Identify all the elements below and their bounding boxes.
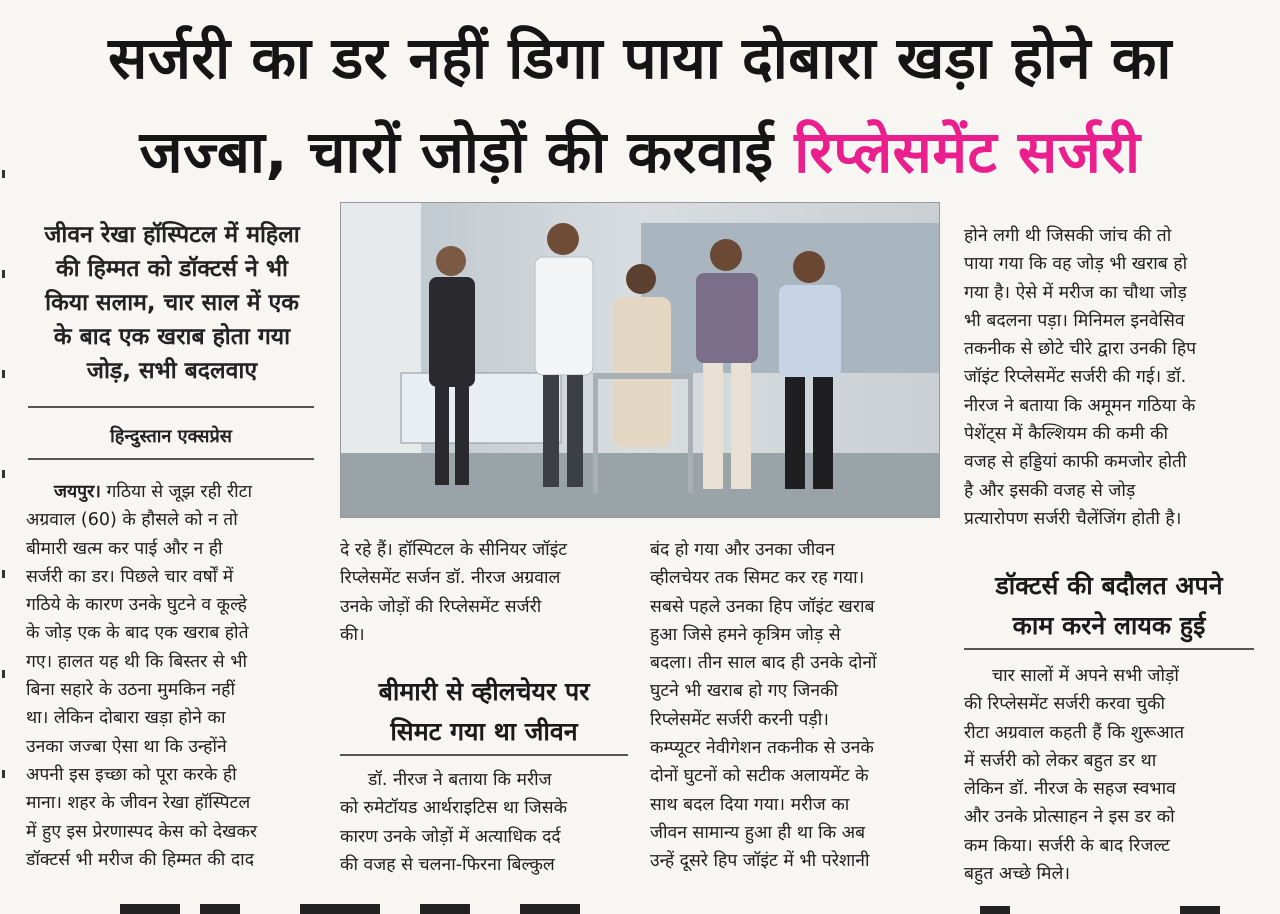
person-1-head (436, 246, 466, 276)
hospital-room-illustration (341, 203, 940, 518)
headline-line-2 (0, 116, 1280, 188)
bottom-cut-text (0, 900, 1280, 914)
subhead-wheelchair (340, 672, 628, 752)
subhead-line: बीमारी से व्हीलचेयर पर (378, 677, 590, 706)
column-1-line: था। लेकिन दोबारा खड़ा होने का (26, 708, 226, 729)
column-4-line: प्रत्यारोपण सर्जरी चैलेंजिंग होती है। (964, 508, 1182, 529)
deck-line: जीवन रेखा हॉस्पिटल में महिला (44, 222, 300, 248)
column-4-line: लेकिन डॉ. नीरज के सहज स्वभाव (964, 779, 1176, 800)
person-2-leg (543, 375, 559, 487)
column-4-line: रीटा अग्रवाल कहती हैं कि शुरूआत (964, 722, 1185, 743)
column-3-line: उन्हें दूसरे हिप जॉइंट में भी परेशानी (650, 851, 870, 872)
person-3-dress (613, 297, 671, 447)
column-4-line: कम किया। सर्जरी के बाद रिजल्ट (964, 835, 1170, 856)
column-4 (964, 222, 1254, 533)
column-3-line: हुआ जिसे हमने कृत्रिम जोड़ से (650, 624, 841, 645)
column-2 (340, 536, 628, 649)
subhead-line: डॉक्टर्स की बदौलत अपने (995, 571, 1223, 600)
left-margin-cut-text (0, 150, 10, 910)
deck-line: जोड़, सभी बदलवाए (86, 358, 258, 384)
person-1-leg (435, 387, 449, 485)
column-4-line: पेशेंट्स में कैल्शियम की कमी की (964, 424, 1169, 445)
column-4-line: जॉइंट रिप्लेसमेंट सर्जरी की गई। डॉ. (964, 367, 1187, 388)
column-4-line: की रिप्लेसमेंट सर्जरी करवा चुकी (964, 694, 1166, 715)
dateline: जयपुर। (54, 482, 101, 502)
column-2-line: की वजह से चलना-फिरना बिल्कुल (340, 854, 555, 875)
column-3-line: जीवन सामान्य हुआ ही था कि अब (650, 822, 866, 843)
subhead-line: सिमट गया था जीवन (390, 717, 578, 746)
deck-line: के बाद एक खराब होता गया (53, 324, 291, 350)
subhead-divider (964, 648, 1254, 650)
column-2-line: उनके जोड़ों की रिप्लेसमेंट सर्जरी (340, 596, 542, 617)
person-1-suit (429, 277, 475, 387)
person-5-head (793, 251, 825, 283)
column-3-line: कम्प्यूटर नेवीगेशन तकनीक से उनके (650, 738, 874, 759)
column-2-line: कारण उनके जोड़ों में अत्याधिक दर्द (340, 826, 561, 847)
subhead-line: काम करने लायक हुई (1012, 611, 1206, 640)
person-4-leg (703, 363, 723, 489)
column-1-line: अपनी इस इच्छा को पूरा करके ही (26, 764, 237, 785)
headline-line-2-black: जज्बा, चारों जोड़ों की करवाई (139, 118, 774, 186)
walker-leg (688, 373, 693, 493)
subhead-divider (340, 754, 628, 756)
person-3-head (626, 264, 656, 294)
deck-divider (28, 406, 314, 408)
column-4-line: बहुत अच्छे मिले। (964, 864, 1070, 885)
column-1-line: अग्रवाल (60) के हौसले को न तो (26, 510, 238, 531)
column-2-line: को रुमेटॉयड आर्थराइटिस था जिसके (340, 798, 568, 819)
person-2-leg (567, 375, 583, 487)
person-1-leg (455, 387, 469, 485)
column-3-line: बदला। तीन साल बाद ही उनके दोनों (650, 653, 877, 674)
column-4-line: तकनीक से छोटे चीरे द्वारा उनकी हिप (964, 339, 1197, 360)
floor (341, 453, 940, 518)
column-4-line: है और इसकी वजह से जोड़ (964, 480, 1136, 501)
person-4-head (710, 239, 742, 271)
column-4-line: गया है। ऐसे में मरीज का चौथा जोड़ (964, 282, 1187, 303)
column-3-line: बंद हो गया और उनका जीवन (650, 540, 835, 560)
column-3-line: घुटने भी खराब हो गए जिनकी (650, 681, 839, 702)
column-3-line: सबसे पहले उनका हिप जॉइंट खराब (650, 596, 875, 617)
column-3 (650, 536, 942, 876)
column-1-line: के जोड़ एक के बाद एक खराब होते (26, 623, 249, 644)
column-1 (26, 478, 316, 874)
walker-leg (593, 373, 598, 493)
column-1-line: उनका जज्बा ऐसा था कि उन्होंने (26, 736, 227, 757)
deck-line: किया सलाम, चार साल में एक (45, 290, 299, 316)
news-photo (340, 202, 940, 518)
person-4-shirt (696, 273, 758, 363)
headline-line-2-highlight: रिप्लेसमेंट सर्जरी (794, 118, 1141, 186)
column-3-line: रिप्लेसमेंट सर्जरी करनी पड़ी। (650, 709, 829, 730)
column-1-line: डॉक्टर्स भी मरीज की हिम्मत की दाद (26, 849, 254, 870)
column-4-line: चार सालों में अपने सभी जोड़ों (992, 666, 1179, 686)
walker-top-bar (593, 373, 693, 379)
byline-divider (28, 458, 314, 460)
byline: हिन्दुस्तान एक्सप्रेस (110, 426, 232, 447)
person-5-leg (813, 377, 833, 489)
column-1-line: में हुए इस प्रेरणास्पद केस को देखकर (26, 821, 258, 842)
column-1-line: गठिये के कारण उनके घुटने व कूल्हे (26, 595, 247, 616)
column-4-continued (964, 662, 1254, 888)
column-4-line: पाया गया कि वह जोड़ भी खराब हो (964, 254, 1188, 275)
column-3-line: साथ बदल दिया गया। मरीज का (650, 794, 850, 815)
person-2-head (547, 223, 579, 255)
column-1-line: सर्जरी का डर। पिछले चार वर्षों में (26, 566, 234, 587)
column-3-line: दोनों घुटनों को सटीक अलायमेंट के (650, 766, 869, 787)
column-4-line: और उनके प्रोत्साहन ने इस डर को (964, 807, 1175, 828)
column-1-line: माना। शहर के जीवन रेखा हॉस्पिटल (26, 793, 251, 814)
column-4-line: में सर्जरी को लेकर बहुत डर था (964, 750, 1157, 771)
person-5-leg (785, 377, 805, 489)
person-2-coat (535, 257, 593, 375)
column-1-line: जयपुर। गठिया से जूझ रही रीटा (54, 482, 253, 502)
column-4-line: वजह से हड्डियां काफी कमजोर होती (964, 452, 1187, 473)
column-2-line: की। (340, 624, 365, 645)
column-4-line: भी बदलना पड़ा। मिनिमल इनवेसिव (964, 310, 1185, 331)
column-1-line: बिना सहारे के उठना मुमकिन नहीं (26, 680, 235, 701)
person-4-leg (731, 363, 751, 489)
headline-line-1: सर्जरी का डर नहीं डिगा पाया दोबारा खड़ा होने का (108, 24, 1172, 92)
column-2-continued (340, 766, 628, 879)
deck (22, 218, 322, 388)
column-1-line: गए। हालत यह थी कि बिस्तर से भी (26, 651, 248, 672)
person-5-shirt (779, 285, 841, 377)
column-4-line: नीरज ने बताया कि अमूमन गठिया के (964, 395, 1196, 416)
column-3-line: व्हीलचेयर तक सिमट कर रह गया। (650, 568, 865, 589)
column-2-line: रिप्लेसमेंट सर्जन डॉ. नीरज अग्रवाल (340, 568, 561, 589)
subhead-doctors (964, 566, 1254, 646)
column-2-line: डॉ. नीरज ने बताया कि मरीज (368, 770, 552, 790)
column-2-line: दे रहे हैं। हॉस्पिटल के सीनियर जॉइंट (340, 540, 568, 560)
deck-line: की हिम्मत को डॉक्टर्स ने भी (55, 256, 289, 282)
column-4-line: होने लगी थी जिसकी जांच की तो (964, 226, 1172, 246)
column-1-line: बीमारी खत्म कर पाई और न ही (26, 538, 223, 559)
hospital-bed (401, 373, 561, 443)
